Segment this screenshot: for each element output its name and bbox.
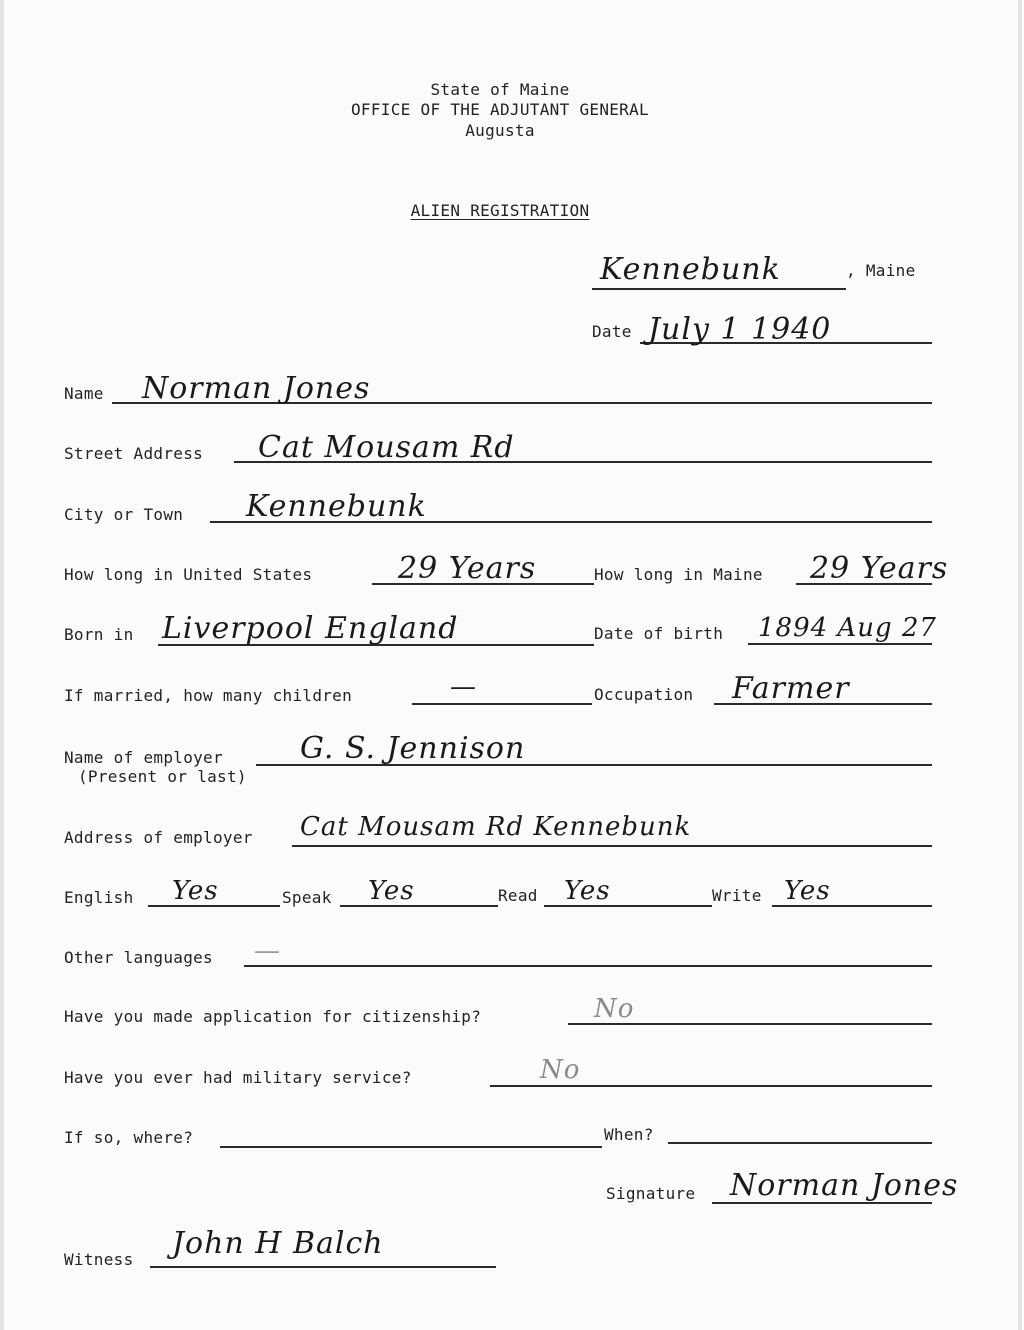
state-suffix: , Maine [846, 261, 916, 280]
children-line [412, 703, 592, 705]
name-label: Name [64, 384, 104, 403]
where-label: If so, where? [64, 1128, 194, 1147]
header-city: Augusta [465, 121, 535, 140]
city-label: City or Town [64, 505, 184, 524]
us-years-value: 29 Years [398, 551, 537, 586]
header-office: OFFICE OF THE ADJUTANT GENERAL [351, 100, 649, 119]
form-title: ALIEN REGISTRATION [410, 201, 590, 220]
employer-sublabel: (Present or last) [78, 767, 247, 786]
speak-line [340, 905, 498, 907]
citizenship-label: Have you made application for citizenship? [64, 1007, 482, 1026]
military-value: No [540, 1055, 581, 1085]
employer-value: G. S. Jennison [300, 731, 526, 766]
citizenship-value: No [594, 994, 635, 1024]
date-value: July 1 1940 [648, 312, 832, 347]
military-label: Have you ever had military service? [64, 1068, 412, 1087]
born-label: Born in [64, 625, 134, 644]
speak-value: Yes [368, 876, 415, 906]
street-label: Street Address [64, 444, 204, 463]
witness-label: Witness [64, 1250, 134, 1269]
when-line [668, 1142, 932, 1144]
children-value: — [450, 672, 477, 702]
children-label: If married, how many children [64, 686, 353, 705]
where-line [220, 1146, 602, 1148]
scan-edge-left [0, 0, 4, 1330]
employer-address-value: Cat Mousam Rd Kennebunk [300, 812, 692, 842]
english-value: Yes [172, 876, 219, 906]
occupation-label: Occupation [594, 685, 694, 704]
employer-address-line [292, 845, 932, 847]
street-value: Cat Mousam Rd [258, 430, 515, 465]
other-languages-value: — [254, 936, 281, 966]
when-label: When? [604, 1125, 654, 1144]
write-value: Yes [784, 876, 831, 906]
write-label: Write [712, 886, 762, 905]
read-value: Yes [564, 876, 611, 906]
read-label: Read [498, 886, 538, 905]
born-value: Liverpool England [162, 611, 459, 646]
military-line [490, 1085, 932, 1087]
header-state: State of Maine [430, 80, 570, 99]
dob-line [748, 643, 932, 645]
other-languages-line [244, 965, 932, 967]
signature-label: Signature [606, 1184, 696, 1203]
occupation-value: Farmer [732, 671, 850, 706]
employer-address-label: Address of employer [64, 828, 253, 847]
maine-years-value: 29 Years [810, 551, 949, 586]
dob-label: Date of birth [594, 624, 724, 643]
scan-edge-right [1018, 0, 1022, 1330]
town-value: Kennebunk [600, 252, 781, 287]
employer-label: Name of employer [64, 748, 223, 767]
dob-value: 1894 Aug 27 [758, 613, 937, 643]
town-line [592, 288, 846, 290]
english-label: English [64, 888, 134, 907]
us-years-label: How long in United States [64, 565, 313, 584]
witness-value: John H Balch [172, 1226, 384, 1261]
witness-line [150, 1266, 496, 1268]
signature-value: Norman Jones [730, 1168, 959, 1203]
date-label: Date [592, 322, 632, 341]
other-languages-label: Other languages [64, 948, 213, 967]
speak-label: Speak [282, 888, 332, 907]
name-value: Norman Jones [142, 371, 371, 406]
maine-years-label: How long in Maine [594, 565, 763, 584]
city-value: Kennebunk [246, 489, 427, 524]
